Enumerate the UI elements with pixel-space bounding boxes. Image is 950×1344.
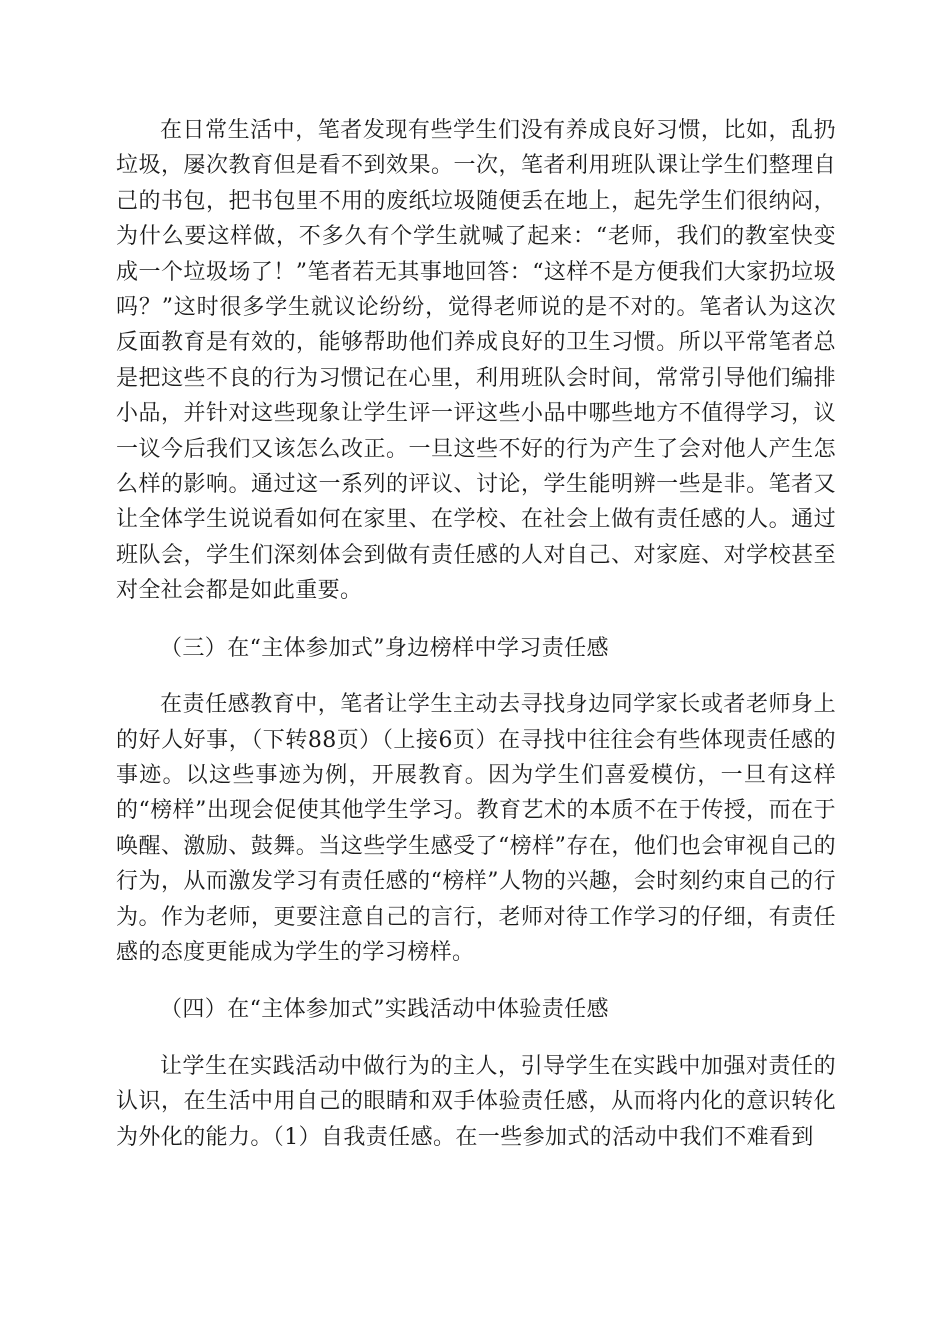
section-heading-4: （四）在“主体参加式”实践活动中体验责任感 <box>160 997 609 1023</box>
paragraph-practice-activities: 让学生在实践活动中做行为的主人，引导学生在实践中加强对责任的认识，在生活中用自己的眼睛和双手体验责任感，从而将内化的意识转化为外化的能力。（1）自我责任感。在一些参加式的活动中我们不难看到 <box>116 1053 836 1150</box>
section-heading-3: （三）在“主体参加式”身边榜样中学习责任感 <box>160 635 609 661</box>
document-page <box>116 113 836 1155</box>
paragraph-daily-life-habits: 在日常生活中，笔者发现有些学生们没有养成良好习惯，比如，乱扔垃圾，屡次教育但是看不到效果。一次，笔者利用班队课让学生们整理自己的书包，把书包里不用的废纸垃圾随便丢在地上，起先学生们很纳闷，为什么要这样做，不多久有个学生就喊了起来：“老师，我们的教室快变成一个垃圾场了！”笔者若无其事地回答：“这样不是方便我们大家扔垃圾吗？”这时很多学生就议论纷纷，觉得老师说的是不对的。笔者认为这次反面教育是有效的，能够帮助他们养成良好的卫生习惯。所以平常笔者总是把这些不良的行为习惯记在心里，利用班队会时间，常常引导他们编排小品，并针对这些现象让学生评一评这些小品中哪些地方不值得学习，议一议今后我们又该怎么改正。一旦这些不好的行为产生了会对他人产生怎么样的影响。通过这一系列的评议、讨论，学生能明辨一些是非。笔者又让全体学生说说看如何在家里、在学校、在社会上做有责任感的人。通过班队会，学生们深刻体会到做有责任感的人对自己、对家庭、对学校甚至对全社会都是如此重要。 <box>116 118 836 604</box>
paragraph-role-models: 在责任感教育中，笔者让学生主动去寻找身边同学家长或者老师身上的好人好事，（下转88页）（上接6页）在寻找中往往会有些体现责任感的事迹。以这些事迹为例，开展教育。因为学生们喜爱模仿，一旦有这样的“榜样”出现会促使其他学生学习。教育艺术的本质不在于传授，而在于唤醒、激励、鼓舞。当这些学生感受了“榜样”存在，他们也会审视自己的行为，从而激发学习有责任感的“榜样”人物的兴趣，会时刻约束自己的行为。作为老师，更要注意自己的言行，老师对待工作学习的仔细，有责任感的态度更能成为学生的学习榜样。 <box>116 692 836 965</box>
